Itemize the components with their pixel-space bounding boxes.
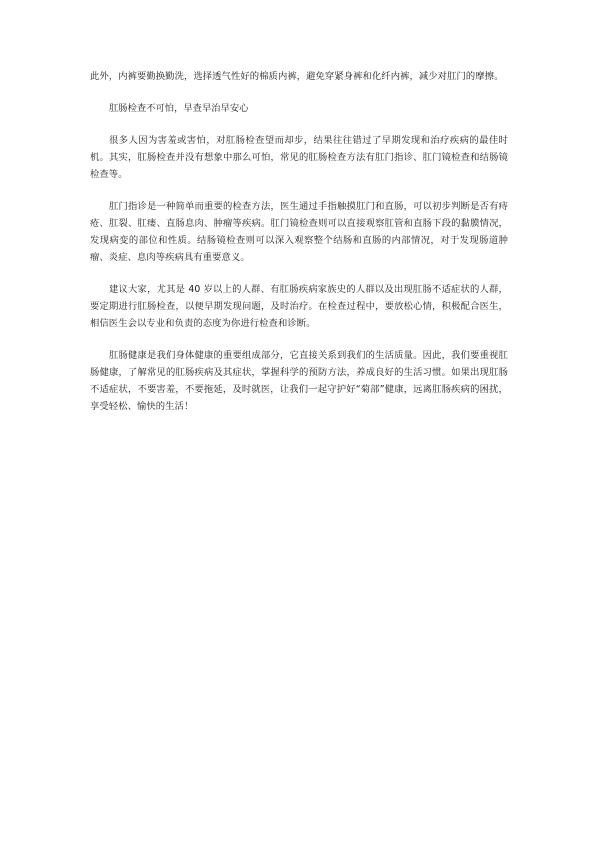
paragraph-underwear-advice: 此外，内裤要勤换勤洗，选择透气性好的棉质内裤，避免穿紧身裤和化纤内裤，减少对肛门的摩擦。 — [90, 71, 504, 82]
paragraph-conclusion: 肛肠健康是我们身体健康的重要组成部分，它直接关系到我们的生活质量。因此，我们要重视肛肠健康，了解常见的肛肠疾病及其症状，掌握科学的预防方法，养成良好的生活习惯。如果出现肛肠不适症状，不要害羞，不要拖延，及时就医，让我们一起守护好“菊部”健康，远离肛肠疾病的困扰，享受轻松、愉快的生活！ — [90, 350, 508, 412]
paragraph-recommendation: 建议大家，尤其是 40 岁以上的人群、有肛肠疾病家族史的人群以及出现肛肠不适症状的人群，要定期进行肛肠检查，以便早期发现问题，及时治疗。在检查过程中，要放松心情，积极配合医生，相信医生会以专业和负责的态度为你进行检查和诊断。 — [90, 284, 508, 329]
paragraph-exam-fear: 很多人因为害羞或害怕，对肛肠检查望而却步，结果往往错过了早期发现和治疗疾病的最佳时机。其实，肛肠检查并没有想象中那么可怕，常见的肛肠检查方法有肛门指诊、肛门镜检查和结肠镜检查等。 — [90, 135, 508, 180]
document-body — [90, 68, 508, 415]
paragraph-exam-methods: 肛门指诊是一种简单而重要的检查方法，医生通过手指触摸肛门和直肠，可以初步判断是否有痔疮、肛裂、肛瘘、直肠息肉、肿瘤等疾病。肛门镜检查则可以直接观察肛管和直肠下段的黏膜情况，发现病变的部位和性质。结肠镜检查则可以深入观察整个结肠和直肠的内部情况，对于发现肠道肿瘤、炎症、息肉等疾病具有重要意义。 — [90, 201, 508, 263]
section-heading: 肛肠检查不可怕，早查早治早安心 — [109, 103, 249, 114]
